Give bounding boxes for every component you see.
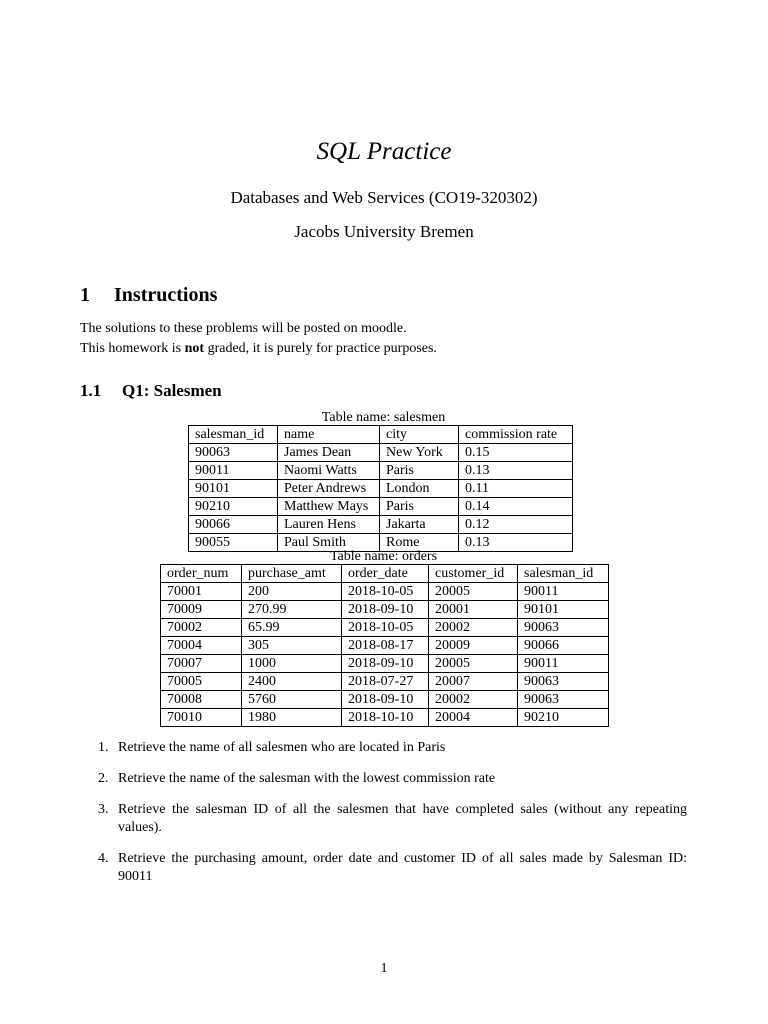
question-number: 4. <box>98 851 109 866</box>
table-cell: 90066 <box>518 637 609 655</box>
table-cell: Lauren Hens <box>278 516 380 534</box>
table-cell: 305 <box>242 637 342 655</box>
table-cell: James Dean <box>278 444 380 462</box>
table-cell: 20005 <box>429 583 518 601</box>
document-title: SQL Practice <box>316 138 452 165</box>
instructions-emphasis: not <box>184 341 205 356</box>
table-cell: Naomi Watts <box>278 462 380 480</box>
section-number: 1 <box>80 284 90 306</box>
table-row <box>161 655 609 673</box>
table-cell: Jakarta <box>380 516 459 534</box>
table-row <box>161 583 609 601</box>
table-row <box>189 462 573 480</box>
orders-table-caption: Table name: orders <box>329 549 438 564</box>
table-cell: 90066 <box>189 516 278 534</box>
table-cell: 20009 <box>429 637 518 655</box>
table-cell: 200 <box>242 583 342 601</box>
table-cell: 90011 <box>518 655 609 673</box>
table-cell: Rome <box>380 534 459 552</box>
table-row <box>189 498 573 516</box>
table-cell: 2400 <box>242 673 342 691</box>
table-cell: 20001 <box>429 601 518 619</box>
table-row <box>189 516 573 534</box>
table-cell: 2018-07-27 <box>342 673 429 691</box>
table-cell: 0.13 <box>459 462 573 480</box>
table-row <box>189 444 573 462</box>
question-text: Retrieve the name of the salesman with the lowest commission rate <box>118 771 496 786</box>
table-header-row <box>189 426 573 444</box>
table-cell: Paul Smith <box>278 534 380 552</box>
column-header: order_num <box>161 565 242 583</box>
table-cell: 0.12 <box>459 516 573 534</box>
table-cell: 20004 <box>429 709 518 727</box>
table-cell: 70005 <box>161 673 242 691</box>
instructions-line-2-start: This homework is <box>80 341 185 356</box>
question-number: 3. <box>98 802 109 817</box>
table-cell: 90063 <box>518 673 609 691</box>
table-cell: Paris <box>380 462 459 480</box>
section-heading <box>80 282 217 308</box>
table-cell: 90101 <box>518 601 609 619</box>
table-cell: 70010 <box>161 709 242 727</box>
university-name: Jacobs University Bremen <box>294 222 474 241</box>
salesmen-table <box>188 425 573 552</box>
table-cell: 70009 <box>161 601 242 619</box>
table-cell: 20002 <box>429 619 518 637</box>
table-cell: 0.14 <box>459 498 573 516</box>
table-cell: London <box>380 480 459 498</box>
table-cell: Matthew Mays <box>278 498 380 516</box>
table-cell: 90101 <box>189 480 278 498</box>
table-cell: 70004 <box>161 637 242 655</box>
question-text: Retrieve the purchasing amount, order date and customer ID of all sales made by Salesman ID: 90011 <box>118 851 687 884</box>
table-cell: 0.11 <box>459 480 573 498</box>
table-cell: 90063 <box>518 619 609 637</box>
column-header: purchase_amt <box>242 565 342 583</box>
table-cell: 90210 <box>189 498 278 516</box>
column-header: name <box>278 426 380 444</box>
subsection-heading <box>80 380 222 402</box>
question-number: 1. <box>98 740 109 755</box>
table-cell: 65.99 <box>242 619 342 637</box>
table-row <box>161 637 609 655</box>
table-row <box>161 601 609 619</box>
table-cell: 70002 <box>161 619 242 637</box>
table-cell: 0.15 <box>459 444 573 462</box>
table-cell: 70007 <box>161 655 242 673</box>
table-cell: 90063 <box>518 691 609 709</box>
table-row <box>161 619 609 637</box>
orders-table <box>160 564 609 727</box>
column-header: customer_id <box>429 565 518 583</box>
table-row <box>161 691 609 709</box>
question-text: Retrieve the salesman ID of all the salesmen that have completed sales (without any repeating values). <box>118 802 687 835</box>
salesmen-table-caption: Table name: salesmen <box>321 410 446 425</box>
table-cell: 90055 <box>189 534 278 552</box>
table-cell: 90210 <box>518 709 609 727</box>
instructions-line-2-end: graded, it is purely for practice purposes. <box>204 341 437 356</box>
column-header: salesman_id <box>518 565 609 583</box>
table-cell: 20002 <box>429 691 518 709</box>
instructions-line-1: The solutions to these problems will be posted on moodle. <box>80 321 407 336</box>
table-cell: 2018-09-10 <box>342 601 429 619</box>
table-cell: 90011 <box>189 462 278 480</box>
table-row <box>161 709 609 727</box>
table-cell: 1980 <box>242 709 342 727</box>
page-number: 1 <box>380 961 388 976</box>
list-item <box>80 739 687 757</box>
table-cell: 2018-10-05 <box>342 619 429 637</box>
list-item <box>80 770 687 788</box>
table-header-row <box>161 565 609 583</box>
subsection-title: Q1: Salesmen <box>122 381 222 400</box>
table-cell: Paris <box>380 498 459 516</box>
list-item <box>80 801 687 837</box>
table-cell: 90011 <box>518 583 609 601</box>
table-cell: 70001 <box>161 583 242 601</box>
table-cell: 2018-09-10 <box>342 655 429 673</box>
column-header: commission rate <box>459 426 573 444</box>
question-number: 2. <box>98 771 109 786</box>
instructions-line-2 <box>80 340 437 358</box>
table-cell: 20007 <box>429 673 518 691</box>
table-cell: 90063 <box>189 444 278 462</box>
list-item <box>80 850 687 886</box>
table-cell: 1000 <box>242 655 342 673</box>
table-cell: 20005 <box>429 655 518 673</box>
course-name: Databases and Web Services (CO19-320302) <box>230 188 538 207</box>
table-cell: 2018-08-17 <box>342 637 429 655</box>
column-header: order_date <box>342 565 429 583</box>
subsection-number: 1.1 <box>80 381 102 400</box>
table-row <box>189 480 573 498</box>
question-text: Retrieve the name of all salesmen who are located in Paris <box>118 740 446 755</box>
table-cell: Peter Andrews <box>278 480 380 498</box>
table-cell: 2018-10-05 <box>342 583 429 601</box>
table-cell: New York <box>380 444 459 462</box>
table-row <box>161 673 609 691</box>
table-cell: 70008 <box>161 691 242 709</box>
table-cell: 2018-09-10 <box>342 691 429 709</box>
section-title: Instructions <box>114 284 218 306</box>
column-header: salesman_id <box>189 426 278 444</box>
table-cell: 5760 <box>242 691 342 709</box>
table-cell: 0.13 <box>459 534 573 552</box>
question-list <box>80 739 687 899</box>
table-cell: 2018-10-10 <box>342 709 429 727</box>
table-cell: 270.99 <box>242 601 342 619</box>
column-header: city <box>380 426 459 444</box>
